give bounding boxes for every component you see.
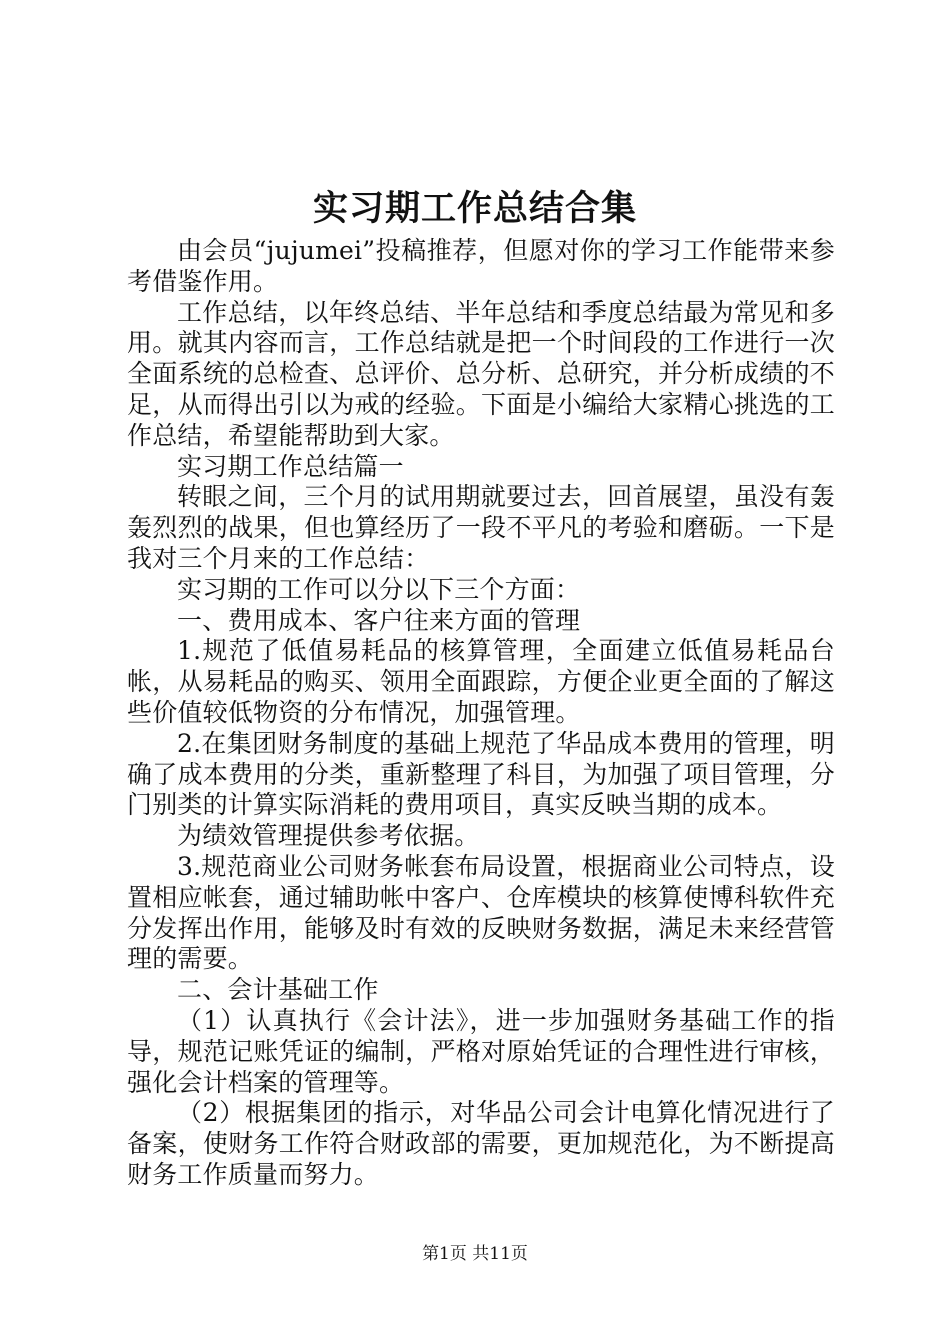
paragraph-item-3: 3.规范商业公司财务帐套布局设置，根据商业公司特点，设置相应帐套，通过辅助帐中客户、仓库模块的核算使博科软件充分发挥出作用，能够及时有效的反映财务数据，满足未来经营管理的需要。 [127,851,835,974]
paragraph-item-1: 1.规范了低值易耗品的核算管理，全面建立低值易耗品台帐，从易耗品的购买、领用全面跟踪，方便企业更全面的了解这些价值较低物资的分布情况，加强管理。 [127,636,835,727]
section-heading-accounting-basics: 二、会计基础工作 [177,975,379,1005]
paragraph-overview: 转眼之间，三个月的试用期就要过去，回首展望，虽没有轰轰烈烈的战果，但也算经历了一段不平凡的考验和磨砺。一下是我对三个月来的工作总结： [127,482,835,573]
paragraph-intro: 由会员“jujumei”投稿推荐，但愿对你的学习工作能带来参考借鉴作用。 [127,236,835,296]
document-title: 实习期工作总结合集 [312,188,637,229]
paragraph-summary-definition: 工作总结，以年终总结、半年总结和季度总结最为常见和多用。就其内容而言，工作总结就是把一个时间段的工作进行一次全面系统的总检查、总评价、总分析、总研究，并分析成绩的不足，从而得出引以为戒的经验。下面是小编给大家精心挑选的工作总结，希望能帮助到大家。 [127,297,835,450]
document-body [127,236,835,1191]
section-heading-cost-management: 一、费用成本、客户往来方面的管理 [177,605,581,635]
paragraph-computerized-accounting: （2）根据集团的指示，对华品公司会计电算化情况进行了备案，使财务工作符合财政部的需要，更加规范化，为不断提高财务工作质量而努力。 [127,1098,835,1189]
page-footer: 第1页 共11页 [422,1244,528,1264]
paragraph-performance-basis: 为绩效管理提供参考依据。 [177,821,480,851]
paragraph-three-aspects: 实习期的工作可以分以下三个方面： [177,574,581,604]
paragraph-item-2: 2.在集团财务制度的基础上规范了华品成本费用的管理，明确了成本费用的分类，重新整理了科目，为加强了项目管理，分门别类的计算实际消耗的费用项目，真实反映当期的成本。 [127,728,835,820]
paragraph-accounting-law: （1）认真执行《会计法》，进一步加强财务基础工作的指导，规范记账凭证的编制，严格对原始凭证的合理性进行审核，强化会计档案的管理等。 [127,1005,835,1097]
section-heading-part-one: 实习期工作总结篇一 [177,451,404,481]
